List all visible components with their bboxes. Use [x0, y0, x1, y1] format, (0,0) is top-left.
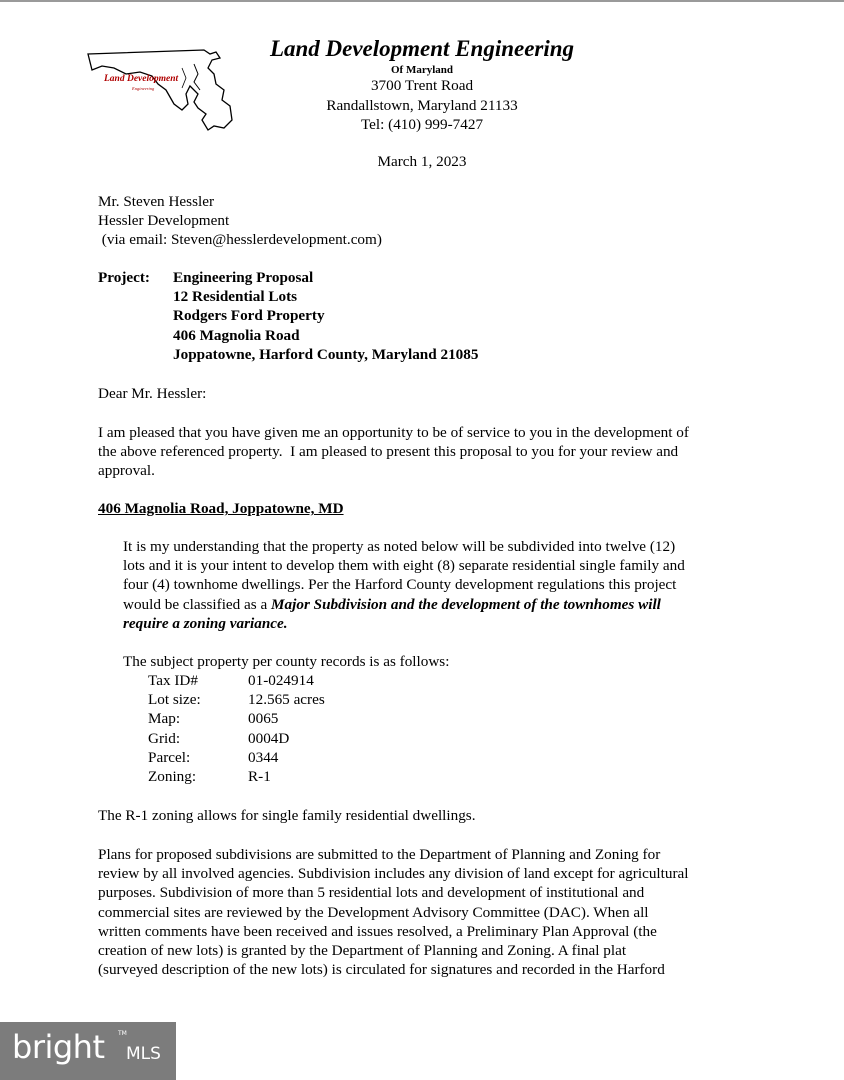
- top-border: [0, 0, 844, 2]
- records-intro: The subject property per county records is as follows:: [123, 653, 450, 670]
- paragraph-line: [123, 614, 685, 633]
- watermark-brand: bright: [12, 1028, 105, 1066]
- recipient-block: [98, 192, 382, 250]
- project-line: Rodgers Ford Property: [173, 307, 325, 325]
- company-name: Land Development Engineering: [269, 36, 575, 61]
- table-row: [148, 767, 325, 786]
- paragraph-line: lots and it is your intent to develop them with eight (8) separate residential single family and: [123, 557, 685, 575]
- paragraph-line: I am pleased that you have given me an opportunity to be of service to you in the development of: [98, 424, 689, 441]
- project-line: 406 Magnolia Road: [173, 326, 300, 344]
- record-value: 0344: [248, 748, 279, 766]
- paragraph-line: [123, 595, 685, 614]
- paragraph-line: creation of new lots) is granted by the Department of Planning and Zoning. A final plat: [98, 942, 627, 960]
- address-line-1: 3700 Trent Road: [370, 77, 474, 94]
- paragraph-line: It is my understanding that the property as noted below will be subdivided into twelve (12): [123, 538, 676, 555]
- understanding-paragraph: [123, 537, 685, 633]
- table-row: [148, 709, 325, 728]
- emphasized-text: Major Subdivision and the development of the townhomes will: [271, 595, 661, 613]
- paragraph-line: four (4) townhome dwellings. Per the Harford County development regulations this project: [123, 576, 677, 594]
- company-subtitle: Of Maryland: [390, 64, 454, 76]
- letterhead: [160, 34, 684, 135]
- property-records-table: [148, 671, 325, 786]
- record-label: Grid:: [148, 729, 181, 747]
- paragraph-line: Plans for proposed subdivisions are submitted to the Department of Planning and Zoning for: [98, 846, 661, 863]
- table-row: [148, 729, 325, 748]
- project-line: Joppatowne, Harford County, Maryland 21085: [173, 345, 479, 363]
- phone-line: Tel: (410) 999-7427: [360, 116, 484, 133]
- table-row: [148, 671, 325, 690]
- project-line: Engineering Proposal: [173, 269, 314, 286]
- project-line: 12 Residential Lots: [173, 288, 298, 306]
- emphasized-text: require a zoning variance.: [123, 614, 288, 632]
- paragraph-line: commercial sites are reviewed by the Development Advisory Committee (DAC). When all: [98, 903, 649, 921]
- zoning-note: The R-1 zoning allows for single family residential dwellings.: [98, 807, 476, 824]
- logo-text: Land Development: [104, 74, 179, 84]
- recipient-name: Mr. Steven Hessler: [98, 193, 214, 210]
- watermark-suffix: MLS: [126, 1044, 161, 1064]
- record-value: 01-024914: [248, 672, 314, 689]
- letter-date: March 1, 2023: [377, 153, 467, 170]
- record-label: Parcel:: [148, 748, 191, 766]
- paragraph-line: the above referenced property. I am pleased to present this proposal to you for your review and: [98, 443, 679, 461]
- paragraph-line: (surveyed description of the new lots) is circulated for signatures and recorded in the Harford: [98, 961, 665, 979]
- recipient-email: (via email: Steven@hesslerdevelopment.com): [98, 231, 382, 249]
- bright-mls-watermark: [0, 1022, 176, 1080]
- section-heading: 406 Magnolia Road, Joppatowne, MD: [98, 500, 344, 517]
- record-label: Zoning:: [148, 768, 197, 786]
- plans-paragraph: [98, 845, 688, 979]
- recipient-company: Hessler Development: [98, 212, 230, 230]
- table-row: [148, 748, 325, 767]
- paragraph-line: review by all involved agencies. Subdivision includes any division of land except for agricultural: [98, 865, 689, 883]
- salutation: Dear Mr. Hessler:: [98, 385, 207, 402]
- table-row: [148, 690, 325, 709]
- address-line-2: Randallstown, Maryland 21133: [326, 96, 518, 114]
- paragraph-line: purposes. Subdivision of more than 5 residential lots and development of institutional and: [98, 884, 645, 902]
- paragraph-text: would be classified as a: [123, 595, 272, 613]
- record-value: 12.565 acres: [248, 691, 325, 709]
- record-value: R-1: [248, 768, 271, 786]
- paragraph-line: approval.: [98, 462, 155, 480]
- project-details: [173, 268, 478, 364]
- paragraph-line: written comments have been received and issues resolved, a Preliminary Plan Approval (the: [98, 922, 657, 940]
- project-label: Project:: [98, 269, 150, 286]
- record-label: Tax ID#: [148, 672, 198, 689]
- record-label: Map:: [148, 710, 181, 728]
- record-value: 0065: [248, 710, 279, 728]
- watermark-trademark: TM: [118, 1030, 127, 1037]
- record-value: 0004D: [248, 729, 290, 747]
- intro-paragraph: [98, 423, 689, 481]
- logo-subtext: Engineering: [132, 86, 155, 91]
- record-label: Lot size:: [148, 691, 201, 709]
